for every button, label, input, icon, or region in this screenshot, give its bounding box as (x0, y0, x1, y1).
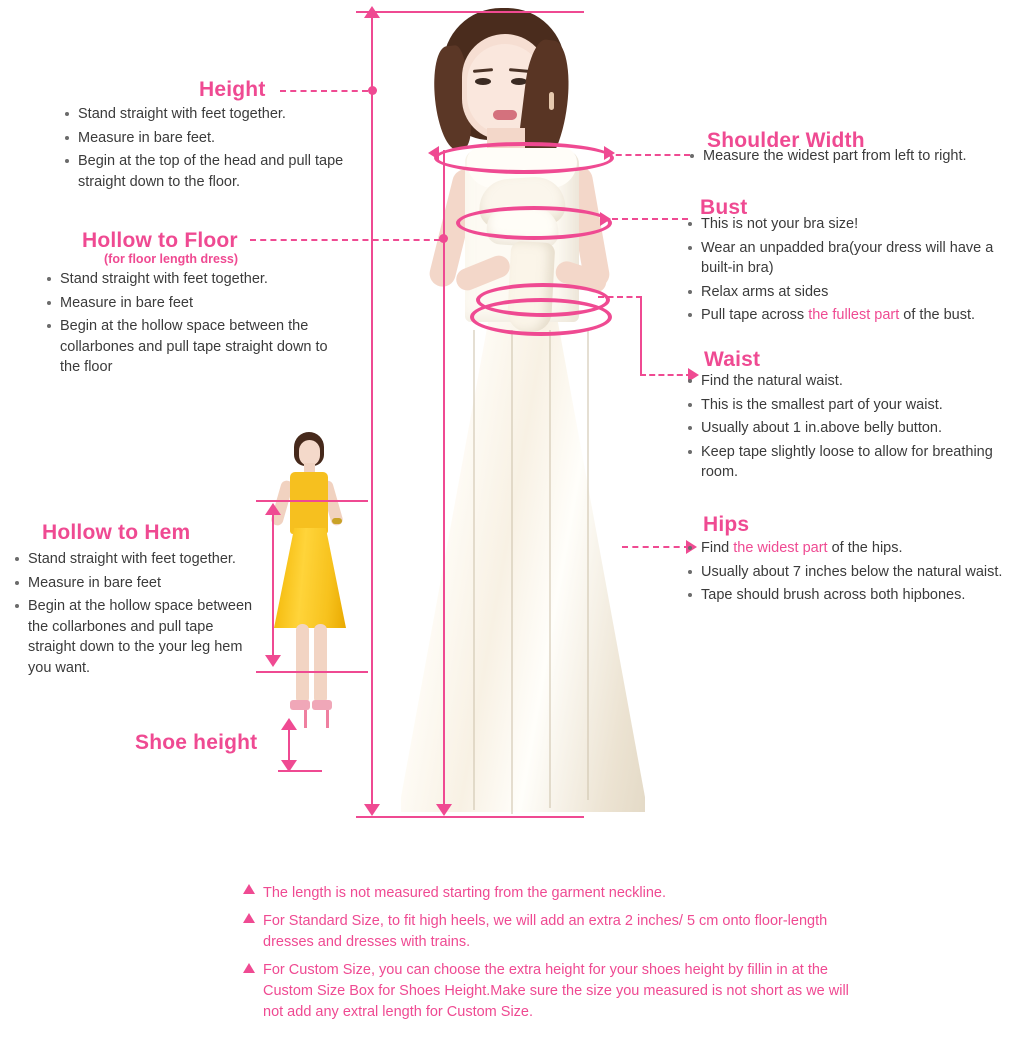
list-item: Stand straight with feet together. (44, 269, 334, 290)
mini-shoe-left (290, 700, 310, 710)
height-bottom-tick (356, 816, 584, 818)
list-item: Relax arms at sides (685, 282, 1010, 303)
waist-leader-line-h (598, 296, 642, 298)
hips-highlight-text: the widest part (733, 540, 828, 556)
list-item: Begin at the hollow space between the collarbones and pull tape straight down to the your leg hem you want. (12, 596, 256, 678)
bust-leader-line (602, 218, 688, 220)
shoulder-leader-line (606, 154, 690, 156)
bust-band (456, 206, 612, 240)
hips-title: Hips (703, 513, 750, 536)
shoulder-arrow-right (604, 146, 615, 160)
hollow-to-floor-arrow-down (436, 804, 452, 816)
hollow-to-hem-bottom-tick (256, 671, 368, 673)
skirt-fold (511, 330, 513, 814)
earring-icon (549, 92, 554, 110)
skirt-fold (549, 330, 551, 808)
height-bullet-list (62, 104, 362, 195)
skirt-fold (473, 330, 475, 810)
height-title: Height (199, 78, 266, 101)
hollow-to-floor-measure-line (443, 150, 445, 810)
mini-dress-skirt (274, 528, 346, 628)
shoulder-width-band (434, 142, 614, 174)
list-item: Begin at the hollow space between the collarbones and pull tape straight down to the floor (44, 316, 334, 378)
bust-bullet-list (685, 214, 1010, 329)
shoulder-width-bullet-list (687, 146, 1007, 170)
hips-post-text: of the hips. (827, 540, 903, 556)
skirt-fold (587, 330, 589, 800)
hollow-to-hem-measure-line (272, 512, 274, 664)
waist-leader-line-v (640, 296, 642, 374)
bracelet-icon (332, 518, 342, 524)
lips (493, 110, 517, 120)
warning-triangle-icon (243, 884, 255, 894)
shoe-height-bottom-tick (278, 770, 322, 772)
list-item: Measure in bare feet (44, 293, 334, 314)
list-item: Measure in bare feet (12, 573, 256, 594)
list-item: Wear an unpadded bra(your dress will have a built-in bra) (685, 238, 1010, 279)
height-arrow-down (364, 804, 380, 816)
list-item: Measure in bare feet. (62, 128, 362, 149)
height-leader-line (280, 90, 368, 92)
hollow-to-hem-arrow-up (265, 503, 281, 515)
waist-title: Waist (704, 348, 761, 371)
list-item: Tape should brush across both hipbones. (685, 585, 1003, 606)
bride-figure-illustration (383, 0, 663, 830)
eye-left (475, 78, 491, 85)
hollow-to-floor-subtitle: (for floor length dress) (104, 252, 239, 266)
list-item: Begin at the top of the head and pull tape straight down to the floor. (62, 151, 362, 192)
shoe-height-title: Shoe height (135, 731, 258, 754)
height-label-dot (368, 86, 377, 95)
hollow-to-hem-top-tick (256, 500, 368, 502)
bust-title: Bust (700, 196, 748, 219)
shoe-height-arrow-up (281, 718, 297, 730)
hollow-to-hem-bullet-list (12, 549, 256, 681)
bust-post-text: of the bust. (899, 307, 976, 324)
list-item-bust-fullest (685, 305, 1010, 326)
mini-leg-left (296, 624, 309, 704)
hollow-to-floor-bullet-list (44, 269, 334, 381)
warning-triangle-icon (243, 963, 255, 973)
mini-heel-left (304, 710, 307, 728)
footnote-1: The length is not measured starting from the garment neckline. (263, 885, 666, 901)
waist-bullet-list (685, 371, 995, 486)
height-arrow-up (364, 6, 380, 18)
list-item: This is not your bra size! (685, 214, 1010, 235)
list-item: This is the smallest part of your waist. (685, 395, 995, 416)
list-item: Keep tape slightly loose to allow for breathing room. (685, 442, 995, 483)
footnote-2: For Standard Size, to fit high heels, we will add an extra 2 inches/ 5 cm onto floor-length dresses and dresses with trains. (263, 913, 828, 951)
list-item-hips-widest (685, 538, 1003, 559)
mini-leg-right (314, 624, 327, 704)
hollow-to-hem-title: Hollow to Hem (42, 521, 191, 544)
mini-dress-bodice (290, 472, 328, 534)
hips-pre-text: Find (701, 540, 734, 556)
hollow-to-floor-label-dot (439, 234, 448, 243)
hollow-to-hem-arrow-down (265, 655, 281, 667)
height-top-tick (356, 11, 584, 13)
mini-heel-right (326, 710, 329, 728)
gown-skirt (401, 318, 645, 812)
list-item: Usually about 1 in.above belly button. (685, 418, 995, 439)
list-item: Stand straight with feet together. (12, 549, 256, 570)
height-measure-line (371, 16, 373, 810)
bust-pre-text: Pull tape across (701, 307, 809, 324)
shoulder-arrow-left (428, 146, 439, 160)
list-item: Find the natural waist. (685, 371, 995, 392)
bust-highlight-text: the fullest part (808, 307, 900, 324)
list-item: Stand straight with feet together. (62, 104, 362, 125)
hips-band (470, 298, 612, 336)
list-item: Usually about 7 inches below the natural waist. (685, 562, 1003, 583)
hollow-to-floor-leader-line (250, 239, 440, 241)
mini-shoe-right (312, 700, 332, 710)
list-item: Measure the widest part from left to right. (687, 146, 1007, 167)
hips-bullet-list (685, 538, 1003, 609)
warning-triangle-icon (243, 913, 255, 923)
footnote-3: For Custom Size, you can choose the extra height for your shoes height by fillin in at the Custom Size Box for Shoes Height.Make sure the size you measured is not short as we will not add any extral length for Custom Size. (263, 962, 849, 1021)
hips-leader-line (622, 546, 690, 548)
hollow-to-floor-title: Hollow to Floor (82, 229, 238, 252)
shoulder-width-title: Shoulder Width (707, 129, 865, 152)
